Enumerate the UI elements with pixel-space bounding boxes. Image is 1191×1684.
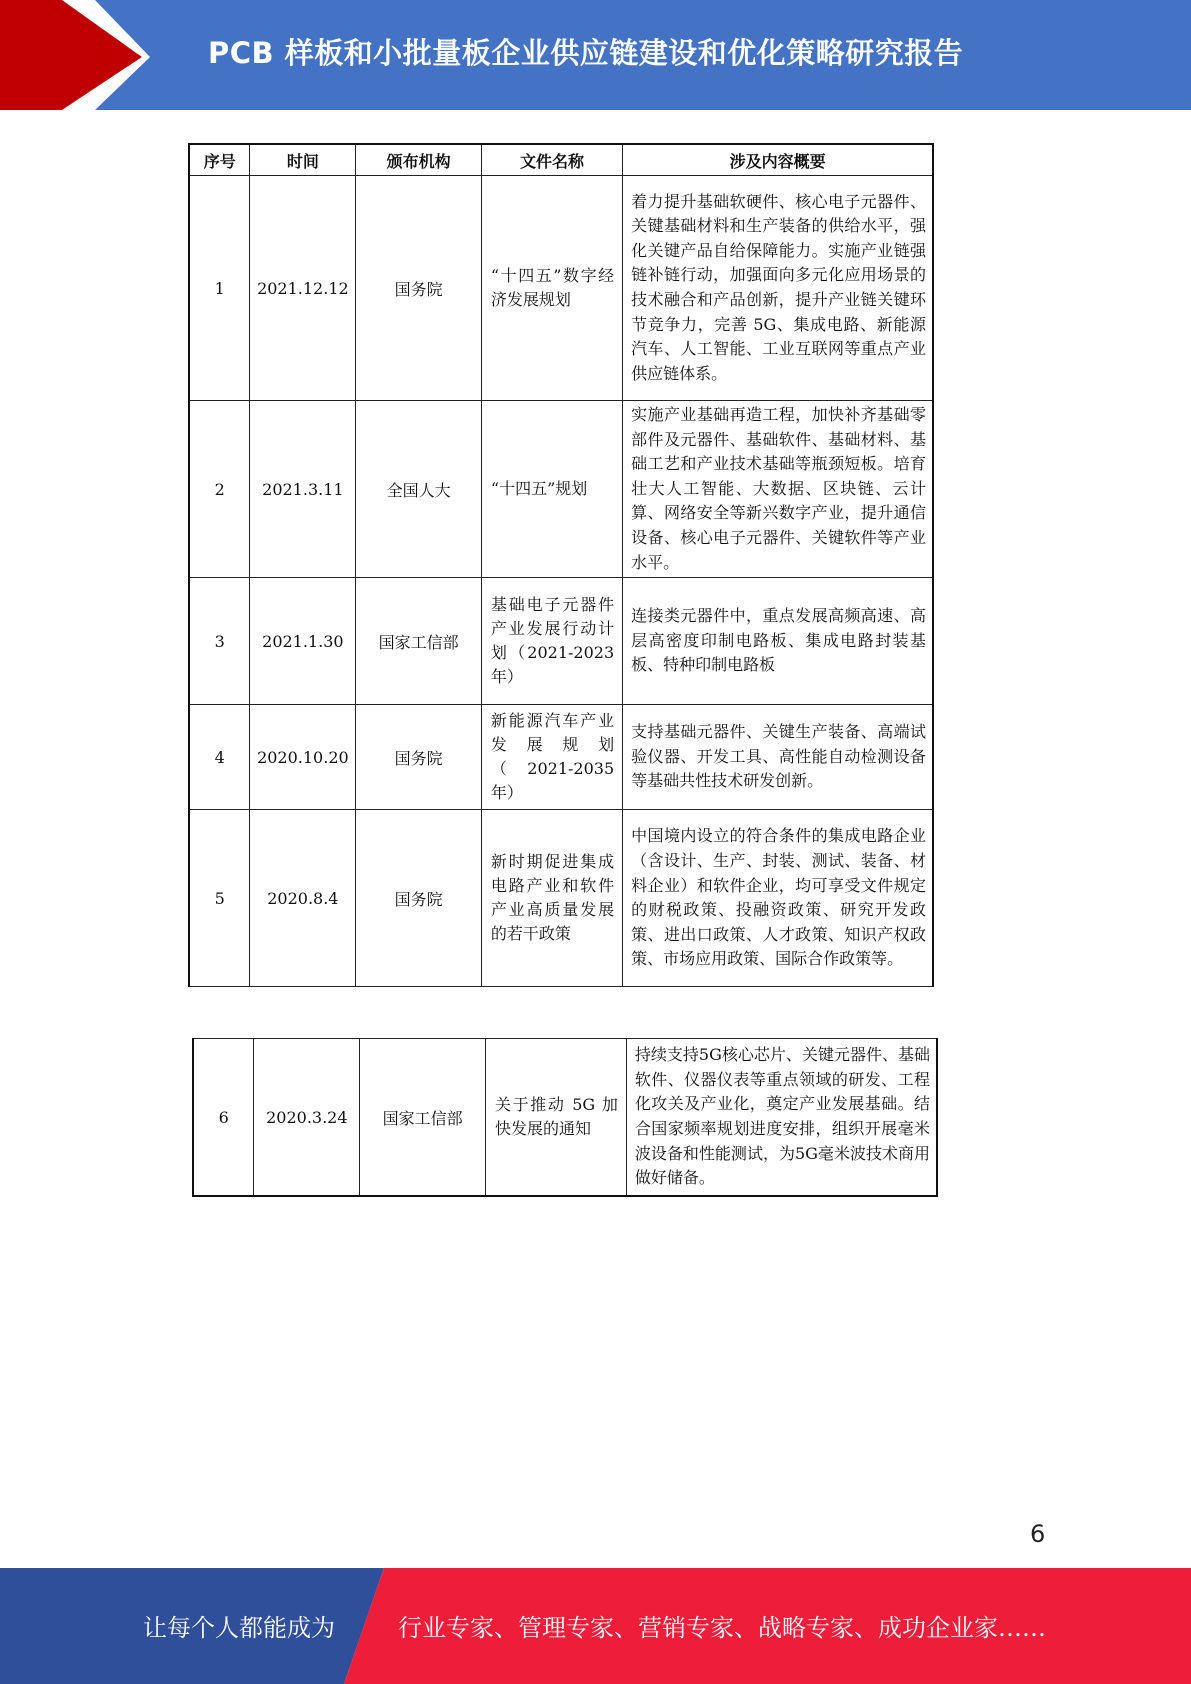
cell-org: 国家工信部 bbox=[360, 1039, 486, 1197]
cell-name bbox=[481, 578, 622, 705]
cell-no: 5 bbox=[189, 810, 250, 987]
column-header-org: 颁布机构 bbox=[356, 144, 482, 176]
cell-no: 2 bbox=[189, 401, 250, 578]
table-row bbox=[193, 1039, 937, 1197]
table-row bbox=[189, 810, 933, 987]
cell-name bbox=[481, 176, 622, 401]
cell-desc bbox=[626, 1039, 937, 1197]
table-row bbox=[189, 578, 933, 705]
cell-name-text: “十四五”规划 bbox=[490, 479, 588, 499]
cell-org: 国家工信部 bbox=[356, 578, 482, 705]
report-title: PCB 样板和小批量板企业供应链建设和优化策略研究报告 bbox=[208, 36, 964, 70]
column-header-no: 序号 bbox=[189, 144, 250, 176]
cell-desc-text: 连接类元器件中，重点发展高频高速、高层高密度印制电路板、集成电路封装基板、特种印制电路板 bbox=[631, 606, 926, 675]
cell-org: 全国人大 bbox=[356, 401, 482, 578]
cell-name bbox=[481, 705, 622, 810]
cell-name-text: 新能源汽车产业发展规划（2021-2035年） bbox=[490, 711, 615, 803]
column-header-date: 时间 bbox=[250, 144, 356, 176]
cell-org: 国务院 bbox=[356, 705, 482, 810]
cell-date: 2020.3.24 bbox=[254, 1039, 360, 1197]
policy-table bbox=[188, 143, 934, 987]
cell-name-text: 关于推动 5G 加快发展的通知 bbox=[494, 1095, 618, 1138]
cell-desc-text: 中国境内设立的符合条件的集成电路企业（含设计、生产、封装、测试、装备、材料企业）和软件企业，均可享受文件规定的财税政策、投融资政策、研究开发政策、进出口政策、人才政策、知识产权政策、市场应用政策、国际合作政策等。 bbox=[631, 826, 926, 969]
cell-name-text: 基础电子元器件产业发展行动计划（2021-2023年） bbox=[490, 595, 615, 687]
cell-desc bbox=[623, 176, 933, 401]
policy-table-continued bbox=[192, 1038, 938, 1197]
column-header-name: 文件名称 bbox=[481, 144, 622, 176]
cell-no: 3 bbox=[189, 578, 250, 705]
header-red-chevron bbox=[0, 0, 142, 110]
cell-name bbox=[485, 1039, 626, 1197]
cell-desc-text: 实施产业基础再造工程，加快补齐基础零部件及元器件、基础软件、基础材料、基础工艺和产业技术基础等瓶颈短板。培育壮大人工智能、大数据、区块链、云计算、网络安全等新兴数字产业，提升通信设备、核心电子元器件、关键软件等产业水平。 bbox=[631, 405, 926, 572]
page-footer bbox=[0, 1568, 1191, 1684]
cell-org: 国务院 bbox=[356, 176, 482, 401]
column-header-desc: 涉及内容概要 bbox=[623, 144, 933, 176]
cell-desc-text: 支持基础元器件、关键生产装备、高端试验仪器、开发工具、高性能自动检测设备等基础共性技术研发创新。 bbox=[631, 722, 926, 791]
table-row bbox=[189, 176, 933, 401]
cell-date: 2021.3.11 bbox=[250, 401, 356, 578]
cell-desc bbox=[623, 401, 933, 578]
cell-desc bbox=[623, 705, 933, 810]
cell-name-text: “十四五”数字经济发展规划 bbox=[490, 266, 615, 309]
cell-no: 1 bbox=[189, 176, 250, 401]
table-row bbox=[189, 705, 933, 810]
cell-desc bbox=[623, 810, 933, 987]
table-row bbox=[189, 401, 933, 578]
page-header bbox=[0, 0, 1191, 110]
footer-slogan-right: 行业专家、管理专家、营销专家、战略专家、成功企业家…… bbox=[398, 1614, 1046, 1642]
cell-desc bbox=[623, 578, 933, 705]
table-header-row bbox=[189, 144, 933, 176]
cell-name bbox=[481, 401, 622, 578]
cell-desc-text: 着力提升基础软硬件、核心电子元器件、关键基础材料和生产装备的供给水平，强化关键产品自给保障能力。实施产业链强链补链行动，加强面向多元化应用场景的技术融合和产品创新，提升产业链关键环节竞争力，完善 5G、集成电路、新能源汽车、人工智能、工业互联网等重点产业供应链体系。 bbox=[631, 191, 926, 383]
cell-date: 2021.1.30 bbox=[250, 578, 356, 705]
cell-no: 4 bbox=[189, 705, 250, 810]
cell-org: 国务院 bbox=[356, 810, 482, 987]
page-number: 6 bbox=[1030, 1520, 1046, 1548]
footer-slogan-left: 让每个人都能成为 bbox=[143, 1614, 335, 1642]
cell-date: 2021.12.12 bbox=[250, 176, 356, 401]
cell-name bbox=[481, 810, 622, 987]
cell-no: 6 bbox=[193, 1039, 254, 1197]
cell-date: 2020.8.4 bbox=[250, 810, 356, 987]
cell-date: 2020.10.20 bbox=[250, 705, 356, 810]
cell-desc-text: 持续支持5G核心芯片、关键元器件、基础软件、仪器仪表等重点领域的研发、工程化攻关及产业化，奠定产业发展基础。结合国家频率规划进度安排，组织开展毫米波设备和性能测试，为5G毫米波技术商用做好储备。 bbox=[634, 1045, 930, 1188]
cell-name-text: 新时期促进集成电路产业和软件产业高质量发展的若干政策 bbox=[490, 852, 615, 944]
